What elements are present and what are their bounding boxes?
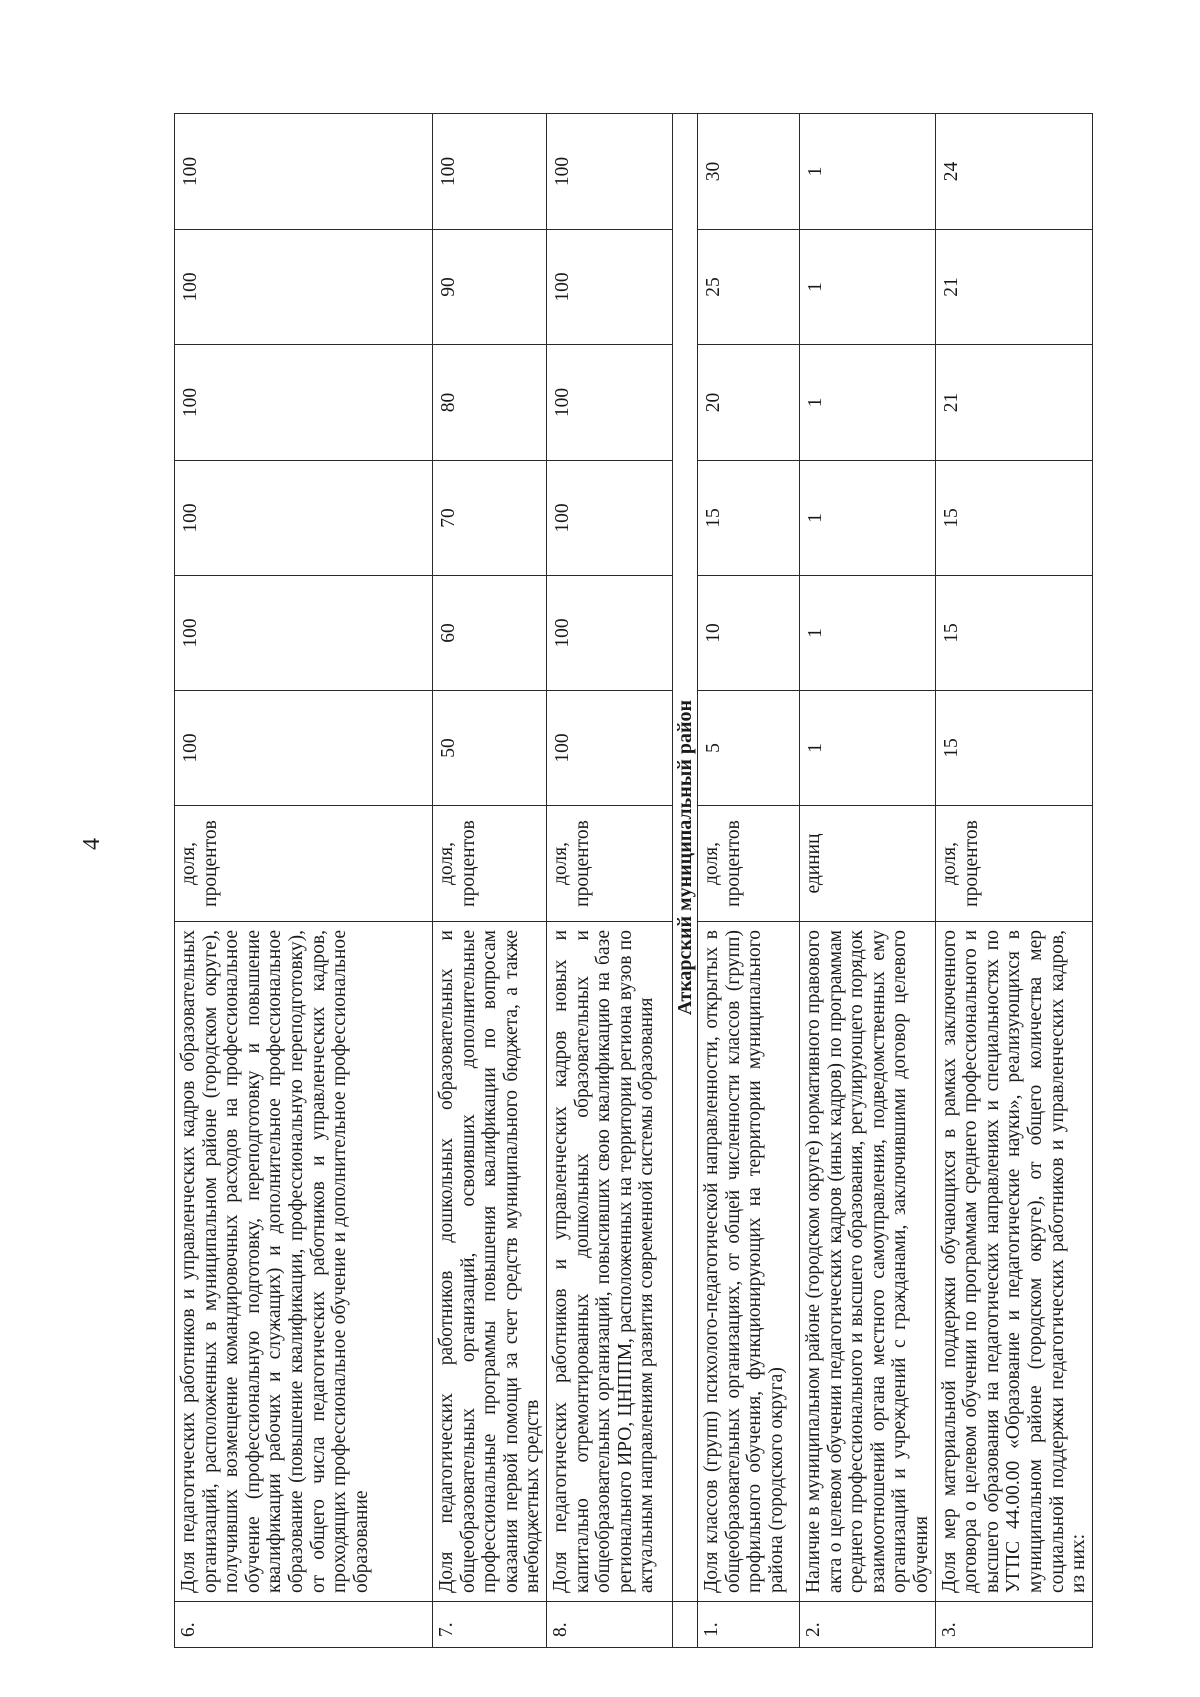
- value-cell: 1: [799, 114, 935, 230]
- value-cell: 15: [697, 461, 799, 576]
- value-cell: 1: [799, 691, 935, 806]
- indicator-text: Доля мер материальной поддержки обучающихся в рамках заключенного договора о целевом обучении по программам среднего профессионального и высшего образования на педагогических направлениях и специальностях по УГПС 44.00.00 «Образование и педагогические науки», реализующихся в муниципальном районе (городском округе), от общего количества мер социальной поддержки педагогических работников и управленческих кадров, из них:: [935, 922, 1092, 1602]
- table-row: [546, 114, 672, 1648]
- table-row: [433, 114, 547, 1648]
- unit-cell: доля, процентов: [697, 806, 799, 922]
- value-cell: 25: [697, 230, 799, 345]
- value-cell: 70: [433, 461, 547, 576]
- value-cell: 15: [935, 691, 1092, 806]
- value-cell: 20: [697, 345, 799, 461]
- indicator-text: Доля классов (групп) психолого-педагогической направленности, открытых в общеобразовательных организациях, от общей численности классов (групп) профильного обучения, функционирующих на территории муниципального района (городского округа): [697, 922, 799, 1602]
- row-number: 6.: [175, 1602, 433, 1648]
- row-number: 2.: [799, 1602, 935, 1648]
- unit-cell: единиц: [799, 806, 935, 922]
- value-cell: 100: [433, 114, 547, 230]
- table-row: [175, 114, 433, 1648]
- value-cell: 21: [935, 230, 1092, 345]
- indicator-text: Доля педагогических работников и управленческих кадров новых и капитально отремонтированных дошкольных образовательных и общеобразовательных организаций, повысивших свою квалификацию на базе регионального ИРО, ЦНППМ, расположенных на территории региона вузов по актуальным направлениям развития современной системы образования: [546, 922, 672, 1602]
- unit-cell: доля, процентов: [175, 806, 433, 922]
- value-cell: 100: [175, 691, 433, 806]
- value-cell: 1: [799, 230, 935, 345]
- value-cell: 100: [546, 230, 672, 345]
- table-row: [799, 114, 935, 1648]
- section-heading-row: [672, 114, 697, 1648]
- value-cell: 21: [935, 345, 1092, 461]
- row-number: 1.: [697, 1602, 799, 1648]
- value-cell: 100: [175, 230, 433, 345]
- table-row: [697, 114, 799, 1648]
- value-cell: 1: [799, 576, 935, 691]
- value-cell: 30: [697, 114, 799, 230]
- table-row: [935, 114, 1092, 1648]
- indicator-text: Доля педагогических работников и управленческих кадров образовательных организаций, расположенных в муниципальном районе (городском округе), получивших возмещение командировочных расходов на профессиональное обучение (профессиональную подготовку, переподготовку и повышение квалификации рабочих и служащих) и дополнительное профессиональное образование (повышение квалификации, профессиональную переподготовку), от общего числа педагогических работников и управленческих кадров, проходящих профессиональное обучение и дополнительное профессиональное образование: [175, 922, 433, 1602]
- indicator-text: Доля педагогических работников дошкольных образовательных и общеобразовательных организаций, освоивших дополнительные профессиональные программы повышения квалификации по вопросам оказания первой помощи за счет средств муниципального бюджета, а также внебюджетных средств: [433, 922, 547, 1602]
- value-cell: 100: [175, 576, 433, 691]
- value-cell: 15: [935, 576, 1092, 691]
- value-cell: 100: [175, 114, 433, 230]
- rotated-table-frame: [174, 114, 1090, 1648]
- value-cell: 50: [433, 691, 547, 806]
- unit-cell: доля, процентов: [433, 806, 547, 922]
- section-title: Аткарский муниципальный район: [672, 114, 697, 1602]
- value-cell: 100: [175, 345, 433, 461]
- value-cell: 5: [697, 691, 799, 806]
- row-number: 3.: [935, 1602, 1092, 1648]
- row-number: 8.: [546, 1602, 672, 1648]
- indicator-text: Наличие в муниципальном районе (городском округе) нормативного правового акта о целевом обучении педагогических кадров (иных кадров) по программам среднего профессионального и высшего образования, регулирующего порядок взаимоотношений органа местного самоуправления, подведомственных ему организаций и учреждений с гражданами, заключившими договор целевого обучения: [799, 922, 935, 1602]
- value-cell: 100: [546, 461, 672, 576]
- value-cell: 80: [433, 345, 547, 461]
- value-cell: 100: [175, 461, 433, 576]
- table-container: [174, 114, 1090, 1648]
- value-cell: 15: [935, 461, 1092, 576]
- unit-cell: доля, процентов: [546, 806, 672, 922]
- table-body: [175, 114, 1093, 1648]
- indicators-table: [174, 113, 1093, 1648]
- value-cell: 100: [546, 345, 672, 461]
- value-cell: 10: [697, 576, 799, 691]
- value-cell: 100: [546, 576, 672, 691]
- value-cell: 100: [546, 691, 672, 806]
- value-cell: 24: [935, 114, 1092, 230]
- unit-cell: доля, процентов: [935, 806, 1092, 922]
- value-cell: 100: [546, 114, 672, 230]
- value-cell: 60: [433, 576, 547, 691]
- row-number: 7.: [433, 1602, 547, 1648]
- value-cell: 1: [799, 345, 935, 461]
- value-cell: 1: [799, 461, 935, 576]
- page-number: 4: [79, 838, 105, 850]
- section-number-gap: [672, 1602, 697, 1648]
- value-cell: 90: [433, 230, 547, 345]
